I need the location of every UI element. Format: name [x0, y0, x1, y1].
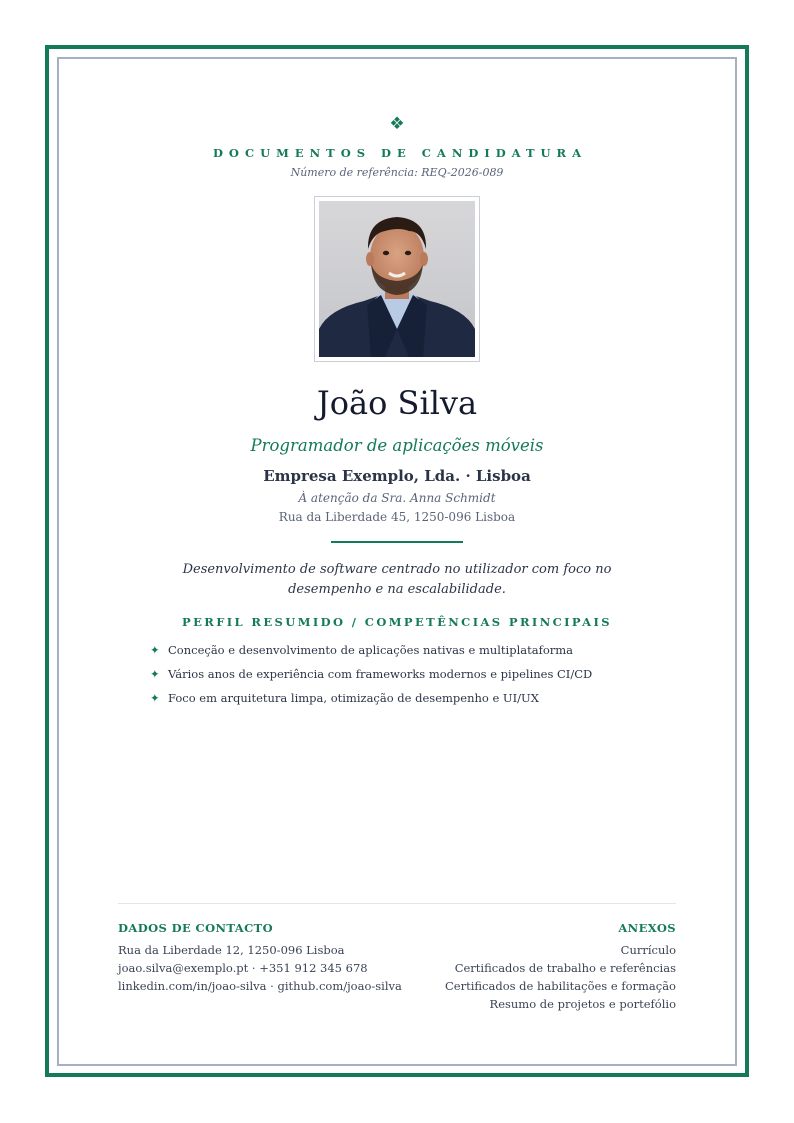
- attachment-item: Resumo de projetos e portefólio: [489, 997, 676, 1011]
- contact-section: [118, 920, 418, 995]
- ornament-icon: ❖: [389, 114, 405, 134]
- star-bullet-icon: ✦: [150, 643, 160, 657]
- attachment-item: Certificados de habilitações e formação: [444, 979, 676, 993]
- candidate-role: Programador de aplicações móveis: [250, 436, 544, 455]
- list-item: [150, 638, 592, 662]
- attachment-item: Currículo: [620, 943, 676, 957]
- skill-text: Conceção e desenvolvimento de aplicações nativas e multiplataforma: [168, 643, 574, 657]
- star-bullet-icon: ✦: [150, 691, 160, 705]
- star-bullet-icon: ✦: [150, 667, 160, 681]
- accent-divider: [331, 541, 463, 543]
- tagline: Desenvolvimento de software centrado no utilizador com foco no desempenho e na escalabilidade.: [182, 562, 612, 597]
- recipient-company: Empresa Exemplo, Lda. · Lisboa: [263, 467, 531, 485]
- attachments-section: [418, 920, 676, 1013]
- recipient-address: Rua da Liberdade 45, 1250-096 Lisboa: [278, 510, 516, 524]
- portrait-frame: [314, 196, 480, 362]
- skills-list: [150, 638, 592, 710]
- contact-title: DADOS DE CONTACTO: [118, 921, 273, 935]
- reference-number: Número de referência: REQ-2026-089: [290, 166, 504, 179]
- document-kicker: DOCUMENTOS DE CANDIDATURA: [212, 146, 588, 160]
- skill-text: Foco em arquitetura limpa, otimização de desempenho e UI/UX: [168, 691, 539, 705]
- footer-divider: [118, 903, 676, 904]
- list-item: [150, 686, 592, 710]
- attachments-title: ANEXOS: [618, 921, 676, 935]
- profile-section-title: PERFIL RESUMIDO / COMPETÊNCIAS PRINCIPAIS: [182, 615, 612, 629]
- recipient-attention: À atenção da Sra. Anna Schmidt: [298, 491, 496, 505]
- list-item: [150, 662, 592, 686]
- skill-text: Vários anos de experiência com frameworks modernos e pipelines CI/CD: [168, 667, 593, 681]
- contact-email-phone: joao.silva@exemplo.pt · +351 912 345 678: [118, 961, 368, 975]
- attachment-item: Certificados de trabalho e referências: [454, 961, 676, 975]
- contact-profiles: linkedin.com/in/joao-silva · github.com/joao-silva: [118, 979, 402, 993]
- candidate-name: João Silva: [316, 384, 478, 422]
- contact-address: Rua da Liberdade 12, 1250-096 Lisboa: [118, 943, 345, 957]
- portrait-photo: [319, 201, 475, 357]
